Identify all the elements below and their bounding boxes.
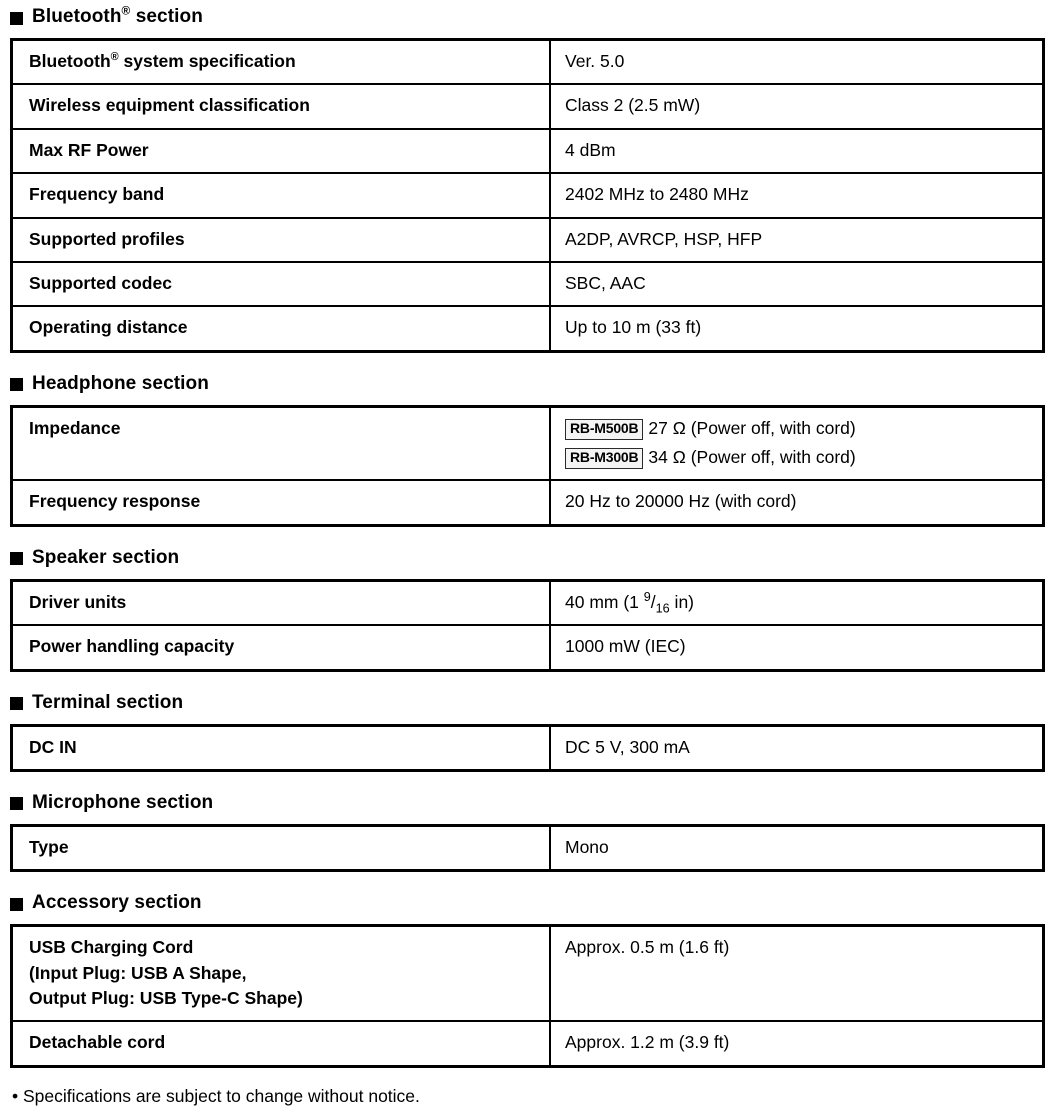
- spec-value-cell: SBC, AAC: [550, 262, 1044, 306]
- section-heading-speaker: [10, 545, 1045, 571]
- spec-table-bluetooth: [10, 38, 1045, 353]
- table-row: [12, 926, 1044, 1022]
- spec-value-cell: Ver. 5.0: [565, 51, 625, 71]
- footnote: • Specifications are subject to change without notice.: [12, 1085, 420, 1106]
- spec-table-accessory: [10, 924, 1045, 1068]
- spec-label-cell: Frequency response: [12, 480, 551, 525]
- section-heading-label: Headphone section: [32, 372, 209, 394]
- table-row: [12, 580, 1044, 625]
- square-bullet-icon: [10, 378, 23, 391]
- spec-label-cell: Supported codec: [12, 262, 551, 306]
- spec-label-cell: Impedance: [12, 406, 551, 480]
- section-heading-label: Microphone section: [32, 791, 214, 813]
- spec-label-suffix: system specification: [118, 51, 296, 71]
- table-row: [12, 725, 1044, 770]
- table-row: [12, 173, 1044, 217]
- table-row: [12, 306, 1044, 351]
- section-heading-text: Bluetooth: [32, 6, 122, 27]
- impedance-line: [565, 416, 1042, 441]
- section-heading-microphone: [10, 790, 1045, 816]
- spec-label-line: USB Charging Cord: [29, 937, 194, 958]
- spec-value-cell: 20 Hz to 20000 Hz (with cord): [550, 480, 1044, 525]
- registered-trademark-icon: ®: [121, 4, 131, 18]
- square-bullet-icon: [10, 12, 23, 25]
- spec-label-cell: Power handling capacity: [12, 625, 551, 670]
- spec-label-cell: Wireless equipment classification: [12, 84, 551, 128]
- spec-value-cell: Class 2 (2.5 mW): [550, 84, 1044, 128]
- section-heading-headphone: [10, 371, 1045, 397]
- impedance-value-text: 27 Ω (Power off, with cord): [648, 417, 856, 438]
- spec-label-line: Output Plug: USB Type-C Shape): [29, 988, 303, 1008]
- spec-label-line: (Input Plug: USB A Shape,: [29, 962, 247, 983]
- spec-value-cell: 1000 mW (IEC): [550, 625, 1044, 670]
- driver-units-value-prefix: 40 mm (1: [565, 591, 644, 612]
- spec-label-cell: Operating distance: [12, 306, 551, 351]
- spec-table-speaker: [10, 579, 1045, 672]
- spec-label-cell: Detachable cord: [12, 1021, 551, 1066]
- table-row: [12, 218, 1044, 262]
- table-row: [12, 40, 1044, 85]
- spec-label-cell: [12, 926, 551, 1022]
- section-heading-label: Accessory section: [32, 892, 202, 914]
- spec-value-cell: Up to 10 m (33 ft): [550, 306, 1044, 351]
- table-row: [12, 406, 1044, 480]
- square-bullet-icon: [10, 697, 23, 710]
- table-row: [12, 129, 1044, 173]
- model-badge: RB-M300B: [565, 448, 643, 469]
- section-heading-label: Speaker section: [32, 546, 180, 568]
- spec-label-cell: Max RF Power: [12, 129, 551, 173]
- inch-fraction: $^9/_{16}$: [643, 589, 670, 616]
- section-heading-terminal: [10, 690, 1045, 716]
- spec-table-terminal: [10, 724, 1045, 772]
- spec-value-cell: DC 5 V, 300 mA: [565, 736, 690, 757]
- spec-label-cell: Supported profiles: [12, 218, 551, 262]
- table-row: [12, 825, 1044, 870]
- impedance-line: [565, 445, 1042, 470]
- section-heading-label: Terminal section: [32, 691, 184, 713]
- table-row: [12, 480, 1044, 525]
- table-row: [12, 262, 1044, 306]
- impedance-value-text: 34 Ω (Power off, with cord): [648, 447, 856, 467]
- section-heading-label: [32, 6, 203, 28]
- spec-label-cell: Type: [12, 825, 551, 870]
- spec-value-cell: 4 dBm: [550, 129, 1044, 173]
- spec-label-text: Bluetooth: [29, 51, 111, 71]
- square-bullet-icon: [10, 797, 23, 810]
- driver-units-value-suffix: in): [669, 591, 694, 612]
- spec-value-cell: [550, 406, 1044, 480]
- section-heading-suffix: section: [130, 6, 203, 27]
- spec-value-cell: 2402 MHz to 2480 MHz: [550, 173, 1044, 217]
- spec-table-headphone: [10, 405, 1045, 527]
- fraction-denominator: 16: [655, 601, 670, 616]
- spec-value-cell: Mono: [565, 836, 609, 857]
- section-heading-bluetooth: [10, 4, 1045, 30]
- square-bullet-icon: [10, 898, 23, 911]
- spec-label-cell: Driver units: [12, 580, 551, 625]
- spec-value-cell: [550, 580, 1044, 625]
- fraction-numerator: 9: [643, 589, 651, 604]
- spec-label-cell: Frequency band: [12, 173, 551, 217]
- spec-label-cell: [12, 40, 551, 85]
- section-heading-accessory: [10, 890, 1045, 916]
- spec-value-cell: A2DP, AVRCP, HSP, HFP: [550, 218, 1044, 262]
- table-row: [12, 84, 1044, 128]
- square-bullet-icon: [10, 552, 23, 565]
- model-badge: RB-M500B: [565, 419, 643, 440]
- registered-trademark-icon: ®: [110, 51, 119, 64]
- spec-value-cell: Approx. 0.5 m (1.6 ft): [565, 937, 730, 958]
- spec-value-cell: Approx. 1.2 m (3.9 ft): [550, 1021, 1044, 1066]
- table-row: [12, 1021, 1044, 1066]
- table-row: [12, 625, 1044, 670]
- spec-label-cell: DC IN: [12, 725, 551, 770]
- spec-table-microphone: [10, 824, 1045, 872]
